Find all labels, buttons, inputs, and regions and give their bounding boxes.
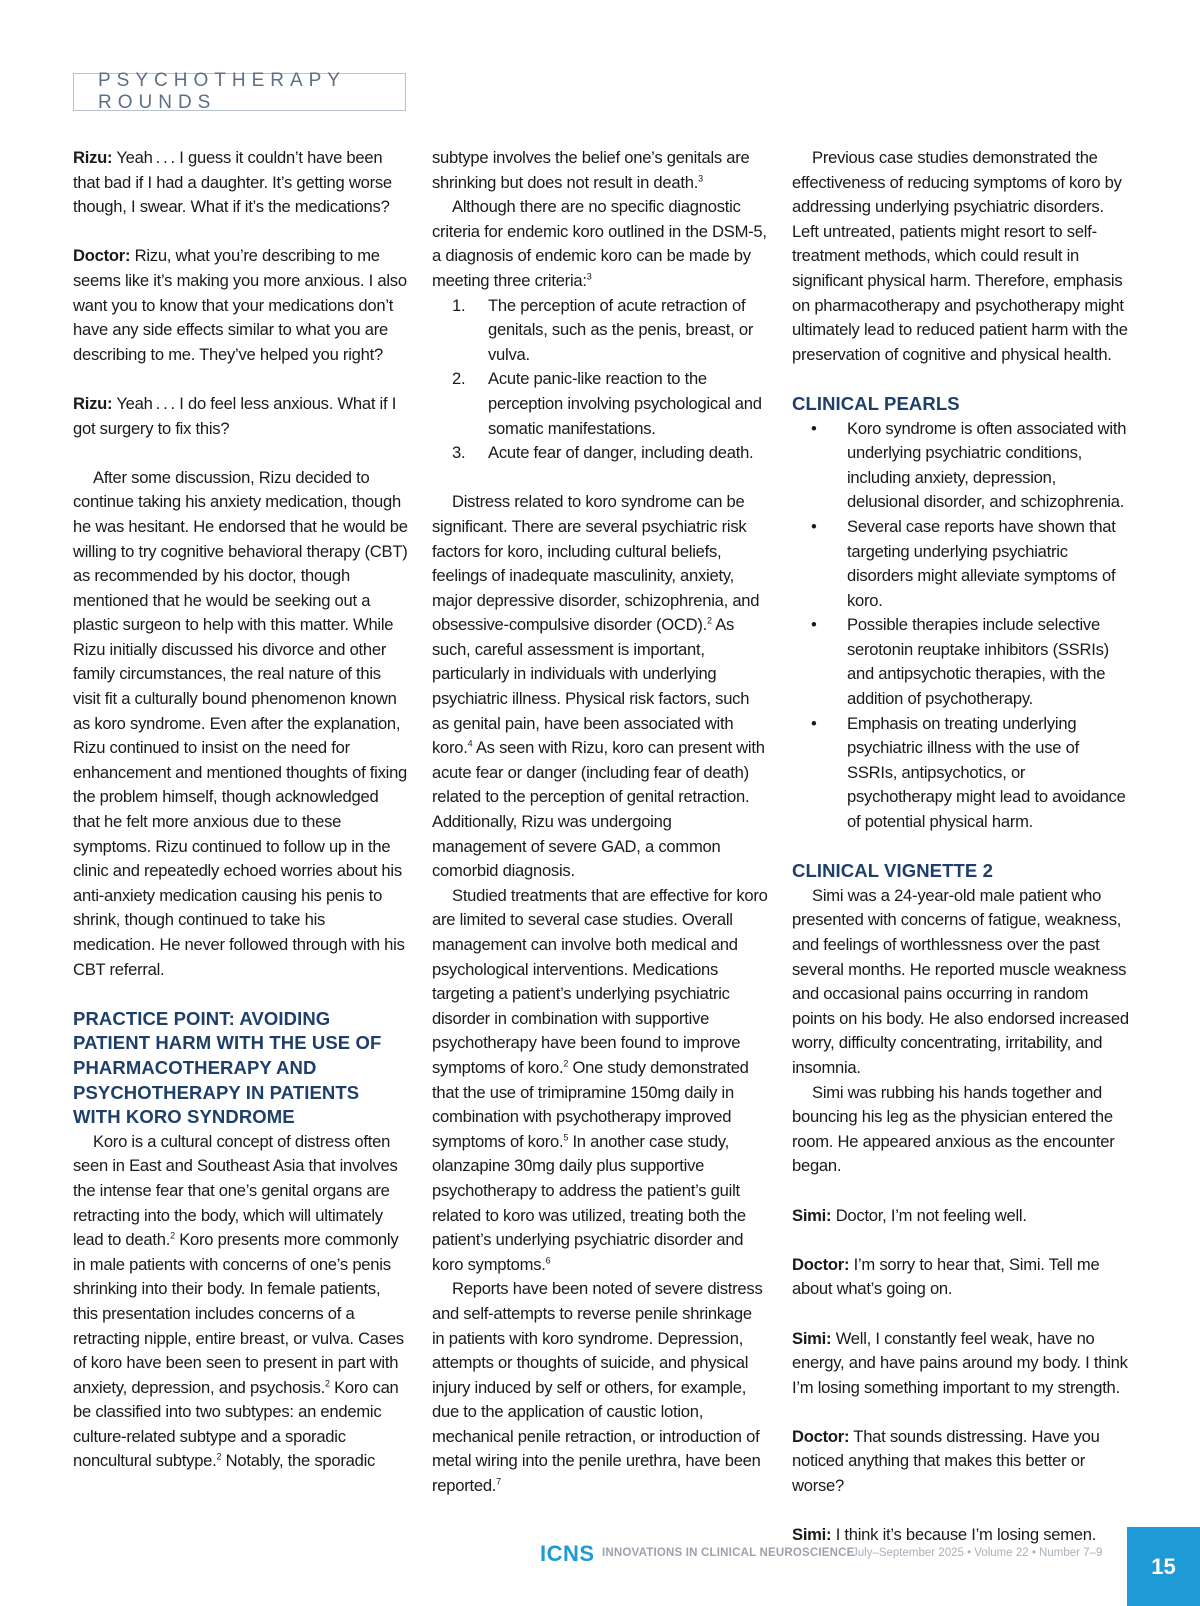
body-paragraph (73, 1130, 408, 1474)
page-footer (0, 1527, 1200, 1606)
dialogue-text: Yeah . . . I do feel less anxious. What if I got surgery to fix this? (73, 393, 397, 438)
speaker: Simi: (792, 1525, 832, 1545)
body-paragraph: After some discussion, Rizu decided to continue taking his anxiety medication, though he was hesitant. He endorsed that he would be willing to try cognitive behavioral therapy (CBT) as recommended by his doctor, though mentioned that he would be seeking out a plastic surgeon to help with this matter. While Rizu initially discussed his divorce and other family circumstances, the real nature of this visit fit a culturally bound phenomenon known as koro syndrome. Even after the explanation, Rizu continued to insist on the need for enhancement and mentioned thoughts of fixing the problem himself, though acknowledged that he felt more anxious due to these symptoms. Rizu continued to follow up in the clinic and repeatedly echoed worries about his anti-anxiety medication causing his penis to shrink, though continued to take his medication. He never followed through with his CBT referral. (73, 467, 408, 979)
text-run: As such, careful assessment is important, particularly in individuals with underlying psychiatric illness. Physical risk factors, such as genital pain, have been associated with koro. (432, 615, 750, 758)
list-text: Koro syndrome is often associated with underlying psychiatric conditions, including anxiety, depression, delusional disorder, and schizophrenia. (847, 418, 1127, 512)
body-paragraph: Simi was rubbing his hands together and bouncing his leg as the physician entered the room. He appeared anxious as the encounter began. (792, 1082, 1115, 1176)
pearl-item (792, 712, 1132, 835)
list-text: The perception of acute retraction of genitals, such as the penis, breast, or vulva. (488, 295, 754, 364)
dialogue-line (792, 1253, 1132, 1302)
pearl-item (792, 417, 1132, 515)
pearls-heading: CLINICAL PEARLS (792, 392, 960, 414)
section-header (73, 70, 406, 113)
reference-marker: 3 (586, 271, 592, 282)
column-2 (432, 146, 768, 1499)
list-text: Possible therapies include selective serotonin reuptake inhibitors (SSRIs) and antipsychotic therapies, with the addition of psychotherapy. (847, 615, 1109, 709)
page-number-text: 15 (1151, 1553, 1176, 1579)
reference-marker: 2 (170, 1230, 175, 1241)
text-run: Notably, the sporadic (221, 1451, 376, 1471)
reference-marker: 2 (324, 1378, 330, 1389)
body-paragraph (432, 884, 768, 1278)
bullet-icon: • (811, 418, 817, 438)
section-label: PSYCHOTHERAPY ROUNDS (98, 70, 346, 113)
pearl-item (792, 515, 1132, 613)
text-run: Koro can be classified into two subtypes: an endemic culture-related subtype and a sporadic noncultural subtype. (73, 1377, 399, 1471)
text-run: subtype involves the belief one’s genitals are shrinking but does not result in death. (432, 148, 750, 192)
dialogue-line (792, 1204, 1132, 1229)
text-run: In another case study, olanzapine 30mg daily plus supportive psychotherapy to address the patient’s guilt related to koro was utilized, treating both the patient’s underlying psychiatric disorder and koro symptoms. (432, 1131, 746, 1274)
text-run: Reports have been noted of severe distress and self-attempts to reverse penile shrinkage in patients with koro syndrome. Depression, attempts or thoughts of suicide, and physical injury induced by self or others, for example, due to the application of caustic lotion, mechanical penile retraction, or introduction of metal wiring into the penile urethra, have been reported. (432, 1279, 763, 1496)
speaker: Doctor: (792, 1254, 850, 1274)
criteria-list (432, 294, 768, 466)
dialogue-line (73, 146, 408, 220)
text-run: Studied treatments that are effective for koro are limited to several case studies. Overall management can involve both medical and psychological interventions. Medications targeting a patient’s underlying psychiatric disorder in combination with supportive psychotherapy have been found to improve symptoms of koro. (432, 885, 768, 1077)
dialogue-line (792, 1425, 1132, 1499)
journal-logo: ICNS (540, 1541, 595, 1566)
speaker: Simi: (792, 1205, 832, 1225)
criteria-item (432, 441, 768, 466)
text-run: One study demonstrated that the use of trimipramine 150mg daily in combination with psychotherapy improved symptoms of koro. (432, 1057, 749, 1151)
dialogue-text: Doctor, I’m not feeling well. (831, 1205, 1027, 1225)
list-number: 2. (452, 369, 466, 389)
speaker: Simi: (792, 1328, 832, 1348)
bullet-icon: • (811, 713, 817, 733)
text-run: As seen with Rizu, koro can present with acute fear or danger (including fear of death) related to the perception of genital retraction. Additionally, Rizu was undergoing management of severe GAD, a common comorbid diagnosis. (432, 738, 765, 881)
pearls-list (792, 417, 1132, 835)
criteria-item (432, 367, 768, 441)
text-run: Koro is a cultural concept of distress often seen in East and Southeast Asia that involves the intense fear that one’s genital organs are retracting into the body, which will ultimately lead to death. (73, 1131, 398, 1250)
page-number (1127, 1527, 1200, 1606)
speaker: Doctor: (73, 246, 131, 266)
reference-marker: 3 (698, 173, 703, 184)
list-number: 3. (452, 443, 466, 463)
speaker: Doctor: (792, 1426, 850, 1446)
reference-marker: 7 (496, 1476, 501, 1487)
body-paragraph (432, 490, 768, 884)
speaker: Rizu: (73, 393, 113, 413)
reference-marker: 5 (563, 1132, 569, 1143)
criteria-item (432, 294, 768, 368)
column-3 (792, 146, 1132, 1548)
list-number: 1. (452, 295, 466, 315)
text-run: Although there are no specific diagnostic criteria for endemic koro outlined in the DSM-5, a diagnosis of endemic koro can be made by meeting three criteria: (432, 197, 767, 290)
pearl-item (792, 613, 1132, 711)
text-run: Distress related to koro syndrome can be significant. There are several psychiatric risk factors for koro, including cultural beliefs, feelings of inadequate masculinity, anxiety, major depressive disorder, schizophrenia, and obsessive-compulsive disorder (OCD). (432, 492, 760, 635)
issue-info: July–September 2025 • Volume 22 • Number 7–9 (852, 1547, 1103, 1559)
body-paragraph (432, 195, 768, 293)
dialogue-line (73, 392, 408, 441)
reference-marker: 2 (216, 1451, 222, 1462)
dialogue-text: Well, I constantly feel weak, have no energy, and have pains around my body. I think I’m losing something important to my strength. (792, 1328, 1128, 1397)
section-heading: PRACTICE POINT: AVOIDING PATIENT HARM WITH THE USE OF PHARMACOTHERAPY AND PSYCHOTHERAPY IN PATIENTS WITH KORO SYNDROME (73, 1007, 382, 1128)
body-paragraph: Simi was a 24-year-old male patient who presented with concerns of fatigue, weakness, and feelings of worthlessness over the past several months. He reported muscle weakness and occasional pains occurring in random points on his body. He also endorsed increased worry, difficulty concentrating, irritability, and insomnia. (792, 885, 1129, 1077)
dialogue-line (792, 1327, 1132, 1401)
dialogue-line (73, 244, 408, 367)
body-paragraph: Previous case studies demonstrated the effectiveness of reducing symptoms of koro by addressing underlying psychiatric disorders. Left untreated, patients might resort to self-treatment methods, which could result in significant physical harm. Therefore, emphasis on pharmacotherapy and psychotherapy might ultimately lead to reduced patient harm with the preservation of cognitive and physical health. (792, 148, 1128, 364)
dialogue-text: That sounds distressing. Have you noticed anything that makes this better or worse? (792, 1426, 1100, 1496)
reference-marker: 2 (563, 1058, 569, 1069)
dialogue-text: Yeah . . . I guess it couldn’t have been that bad if I had a daughter. It’s getting worse though, I swear. What if it’s the medications? (73, 148, 392, 217)
bullet-icon: • (811, 615, 817, 635)
dialogue-text: I’m sorry to hear that, Simi. Tell me about what’s going on. (792, 1254, 1100, 1299)
reference-marker: 4 (467, 738, 473, 749)
reference-marker: 2 (707, 615, 712, 626)
bullet-icon: • (811, 516, 817, 536)
list-text: Several case reports have shown that targeting underlying psychiatric disorders might alleviate symptoms of koro. (847, 516, 1116, 610)
reference-marker: 6 (545, 1255, 551, 1266)
body-paragraph (432, 146, 768, 195)
body-paragraph (432, 1277, 768, 1498)
column-1 (73, 146, 408, 1474)
text-run: Koro presents more commonly in male patients with concerns of one’s penis shrinking into their body. In female patients, this presentation includes concerns of a retracting nipple, entire breast, or vulva. Cases of koro have been seen to present in part with anxiety, depression, and psychosis. (73, 1230, 404, 1397)
speaker: Rizu: (73, 148, 113, 167)
dialogue-text: Rizu, what you’re describing to me seems like it’s making you more anxious. I also want you to know that your medications don’t have any side effects similar to what you are describing to me. They’ve helped you right? (73, 246, 407, 364)
dialogue-text: I think it’s because I’m losing semen. (831, 1525, 1097, 1545)
list-text: Acute fear of danger, including death. (488, 443, 754, 463)
list-text: Acute panic-like reaction to the perception involving psychological and somatic manifestations. (488, 369, 762, 438)
journal-name: INNOVATIONS IN CLINICAL NEUROSCIENCE (602, 1547, 855, 1559)
list-text: Emphasis on treating underlying psychiatric illness with the use of SSRIs, antipsychotics, or psychotherapy might lead to avoidance of potential physical harm. (847, 713, 1126, 832)
vignette-heading: CLINICAL VIGNETTE 2 (792, 860, 993, 882)
